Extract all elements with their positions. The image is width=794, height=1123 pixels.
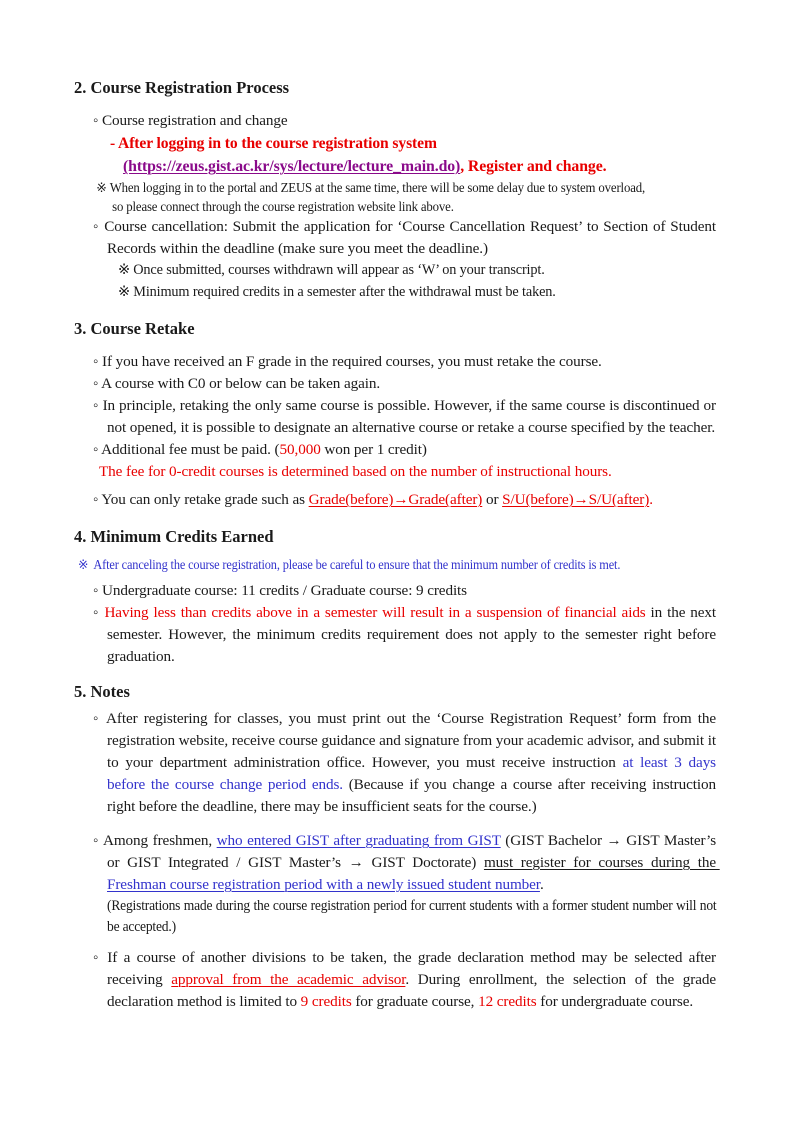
text-run: 12 credits <box>478 993 537 1010</box>
zeus-link[interactable]: (https://zeus.gist.ac.kr/sys/lecture/lecture_main.do) <box>123 158 461 175</box>
link-line-zeus <box>123 155 716 178</box>
text-run: won per 1 credit) <box>320 441 427 458</box>
text-run: , Register and change. <box>460 158 607 175</box>
text-run: ◦ In principle, retaking the only same course is possible. However, if the same course is discontinued or not opened, it is possible to designate an alternative course or retake a course specified by the teacher. <box>93 397 720 436</box>
text-run: 50,000 <box>279 441 321 458</box>
text-run: ◦ Additional fee must be paid. ( <box>93 441 280 458</box>
section-heading-4 <box>74 527 716 547</box>
note-min-credits-blue <box>78 555 716 574</box>
text-run: Grade(before)→Grade(after) <box>308 491 483 508</box>
text-run: ※ Minimum required credits in a semester after the withdrawal must be taken. <box>118 283 556 300</box>
section-heading-5 <box>74 682 716 702</box>
bullet-same-course <box>74 395 720 439</box>
text-run: ◦ Undergraduate course: 11 credits / Graduate course: 9 credits <box>93 582 467 599</box>
bullet-registration-request-form <box>74 708 720 818</box>
note-minimum-credits <box>118 282 716 304</box>
text-run: - After logging in to the course registration system <box>110 135 437 152</box>
text-run: in the next semester. However, the minimum credits requirement does not apply to the semester right before graduation. <box>107 604 720 665</box>
text-run: 9 credits <box>300 993 352 1010</box>
text-run: ◦ You can only retake grade such as <box>93 491 309 508</box>
text-run: ◦ A course with C0 or below can be taken again. <box>93 375 381 392</box>
text-run: ◦ If a course of another divisions to be taken, the grade declaration method may be selected after receiving <box>93 949 720 988</box>
text-run: approval from the academic advisor <box>171 971 406 988</box>
bullet-financial-aids <box>74 602 720 668</box>
text-run: 5. Notes <box>74 682 130 701</box>
bullet-f-grade <box>74 351 716 373</box>
text-run: (GIST Bachelor → GIST Master’s or GIST Integrated / GIST Master’s → GIST Doctorate) <box>107 832 720 871</box>
text-run: ◦ After registering for classes, you must print out the ‘Course Registration Request’ form from the registration website, receive course guidance and signature from your academic advisor, and submit it to your department administration office. However, you must receive instruction <box>93 710 720 771</box>
text-run: for undergraduate course. <box>536 993 694 1010</box>
text-run: S/U(before)→S/U(after) <box>502 491 650 508</box>
text-run: ※ Once submitted, courses withdrawn will appear as ‘W’ on your transcript. <box>118 262 545 278</box>
text-run: who entered GIST after graduating from GIST <box>216 832 501 849</box>
text-run: ◦ Course registration and change <box>93 112 288 129</box>
bullet-additional-fee <box>74 439 716 461</box>
text-run: at least 3 days before the course change period ends. <box>107 754 720 793</box>
text-run: 3. Course Retake <box>74 319 195 338</box>
text-run: Having less than credits above in a semester will result in a suspension of financial aids <box>104 604 646 621</box>
bullet-course-cancellation <box>74 216 720 260</box>
note-zeus-delay <box>74 178 747 216</box>
bullet-c0 <box>74 373 716 395</box>
text-run: . <box>649 491 653 508</box>
note-former-student-number <box>107 896 720 937</box>
text-run: must register for courses during the <box>483 854 720 871</box>
bullet-credit-minimums <box>74 580 716 602</box>
text-run: ◦ <box>93 604 105 621</box>
text-run: Freshman course registration period with a newly issued student number <box>107 876 540 893</box>
note-zero-credit-fee <box>99 461 716 483</box>
text-run: . During enrollment, the selection of the grade declaration method is limited to <box>107 971 720 1010</box>
bullet-other-division <box>74 947 720 1013</box>
text-run: ※ When logging in to the portal and ZEUS at the same time, there will be some delay due to system overload, <box>96 180 646 195</box>
section-heading-2 <box>74 78 716 98</box>
text-run: or <box>482 491 503 508</box>
text-run: (Because if you change a course after receiving instruction right before the deadline, there may be insufficient seats for the course.) <box>107 776 720 815</box>
text-run: ◦ If you have received an F grade in the required courses, you must retake the course. <box>93 353 602 370</box>
text-run: ◦ Among freshmen, <box>93 832 217 849</box>
text-run: for graduate course, <box>351 993 479 1010</box>
bullet-retake-grade <box>74 489 716 511</box>
text-run: . <box>539 876 544 893</box>
section-heading-3 <box>74 319 716 339</box>
bullet-freshmen <box>74 830 720 896</box>
bullet-course-registration <box>74 110 716 132</box>
note-withdrawn-w <box>118 260 716 282</box>
text-run: ※ After canceling the course registration, please be careful to ensure that the minimum number of credits is met. <box>78 557 621 572</box>
document-body <box>74 78 720 1013</box>
text-run: ◦ Course cancellation: Submit the application for ‘Course Cancellation Request’ to Section of Student Records within the deadline (make sure you meet the deadline.) <box>93 218 720 257</box>
text-run: 4. Minimum Credits Earned <box>74 527 274 546</box>
text-run: so please connect through the course registration website link above. <box>106 199 454 214</box>
text-run: The fee for 0-credit courses is determined based on the number of instructional hours. <box>99 463 612 480</box>
subitem-after-login <box>110 132 716 155</box>
text-run: 2. Course Registration Process <box>74 78 290 97</box>
text-run: (Registrations made during the course registration period for current students with a former student number will not be accepted.) <box>107 898 720 935</box>
